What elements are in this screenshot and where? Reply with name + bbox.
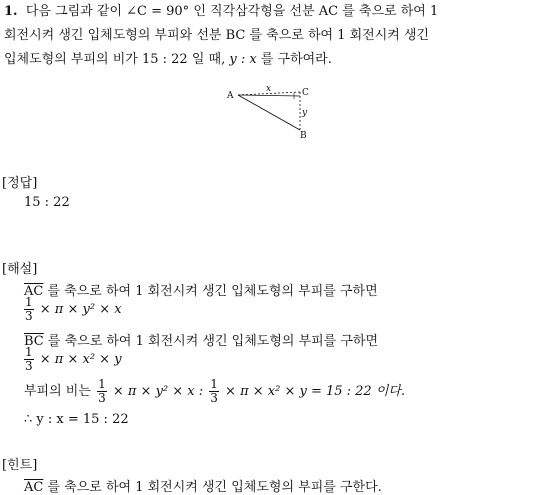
hint-text: $\overline{AC}$ 를 축으로 하여 1 회전시켜 생긴 입체도형의 부피를 구한다.	[24, 480, 382, 495]
answer-label: [정답]	[2, 176, 38, 191]
label-b: B	[300, 131, 307, 140]
segment-ab	[238, 95, 300, 130]
explanation-conclusion: ∴ y : x = 15 : 22	[24, 412, 129, 427]
segment-ac-name: $\overline{AC}$	[24, 284, 44, 299]
label-y: y	[302, 108, 308, 118]
problem-number: 1.	[4, 4, 18, 19]
explanation-label: [해설]	[2, 262, 38, 277]
fraction-one-third: $\frac{1}{3}$	[210, 377, 218, 405]
problem-line-2: 회전시켜 생긴 입체도형의 부피와 선분 BC 를 축으로 하여 1 회전시켜 생긴	[4, 28, 430, 43]
label-a: A	[227, 91, 234, 101]
segment-ac-name: $\overline{AC}$	[24, 480, 44, 495]
fraction-one-third: $\frac{1}{3}$	[25, 345, 33, 373]
explanation-ratio: 부피의 비는 $\frac{1}{3}$ × π × y² × x : $\frac{1}{3}$ × π × x² × y = 15 : 22 이다.	[24, 377, 406, 405]
problem-line-3: 입체도형의 부피의 비가 15 : 22 일 때, y : x 를 구하여라.	[4, 52, 332, 67]
explanation-line-1: $\overline{AC}$ 를 축으로 하여 1 회전시켜 생긴 입체도형의 부피를 구하면	[24, 284, 378, 299]
label-x: x	[266, 84, 272, 94]
problem-line-1	[4, 0, 438, 24]
explanation-formula-2: $\frac{1}{3}$ × π × x² × y	[25, 345, 122, 373]
hint-label: [힌트]	[2, 458, 38, 473]
explanation-formula-1: $\frac{1}{3}$ × π × y² × x	[25, 295, 122, 323]
label-c: C	[302, 88, 309, 98]
explanation-line-2: $\overline{BC}$ 를 축으로 하여 1 회전시켜 생긴 입체도형의 부피를 구하면	[24, 334, 379, 349]
fraction-one-third: $\frac{1}{3}$	[98, 377, 106, 405]
fraction-one-third: $\frac{1}{3}$	[25, 295, 33, 323]
triangle-figure	[222, 82, 312, 140]
segment-ac-solid	[238, 95, 300, 96]
problem-text-1: 다음 그림과 같이 ∠C = 90° 인 직각삼각형을 선분 AC 를 축으로 하여 1	[25, 4, 439, 19]
answer-value: 15 : 22	[24, 195, 70, 210]
segment-bc-name: $\overline{BC}$	[24, 334, 44, 349]
